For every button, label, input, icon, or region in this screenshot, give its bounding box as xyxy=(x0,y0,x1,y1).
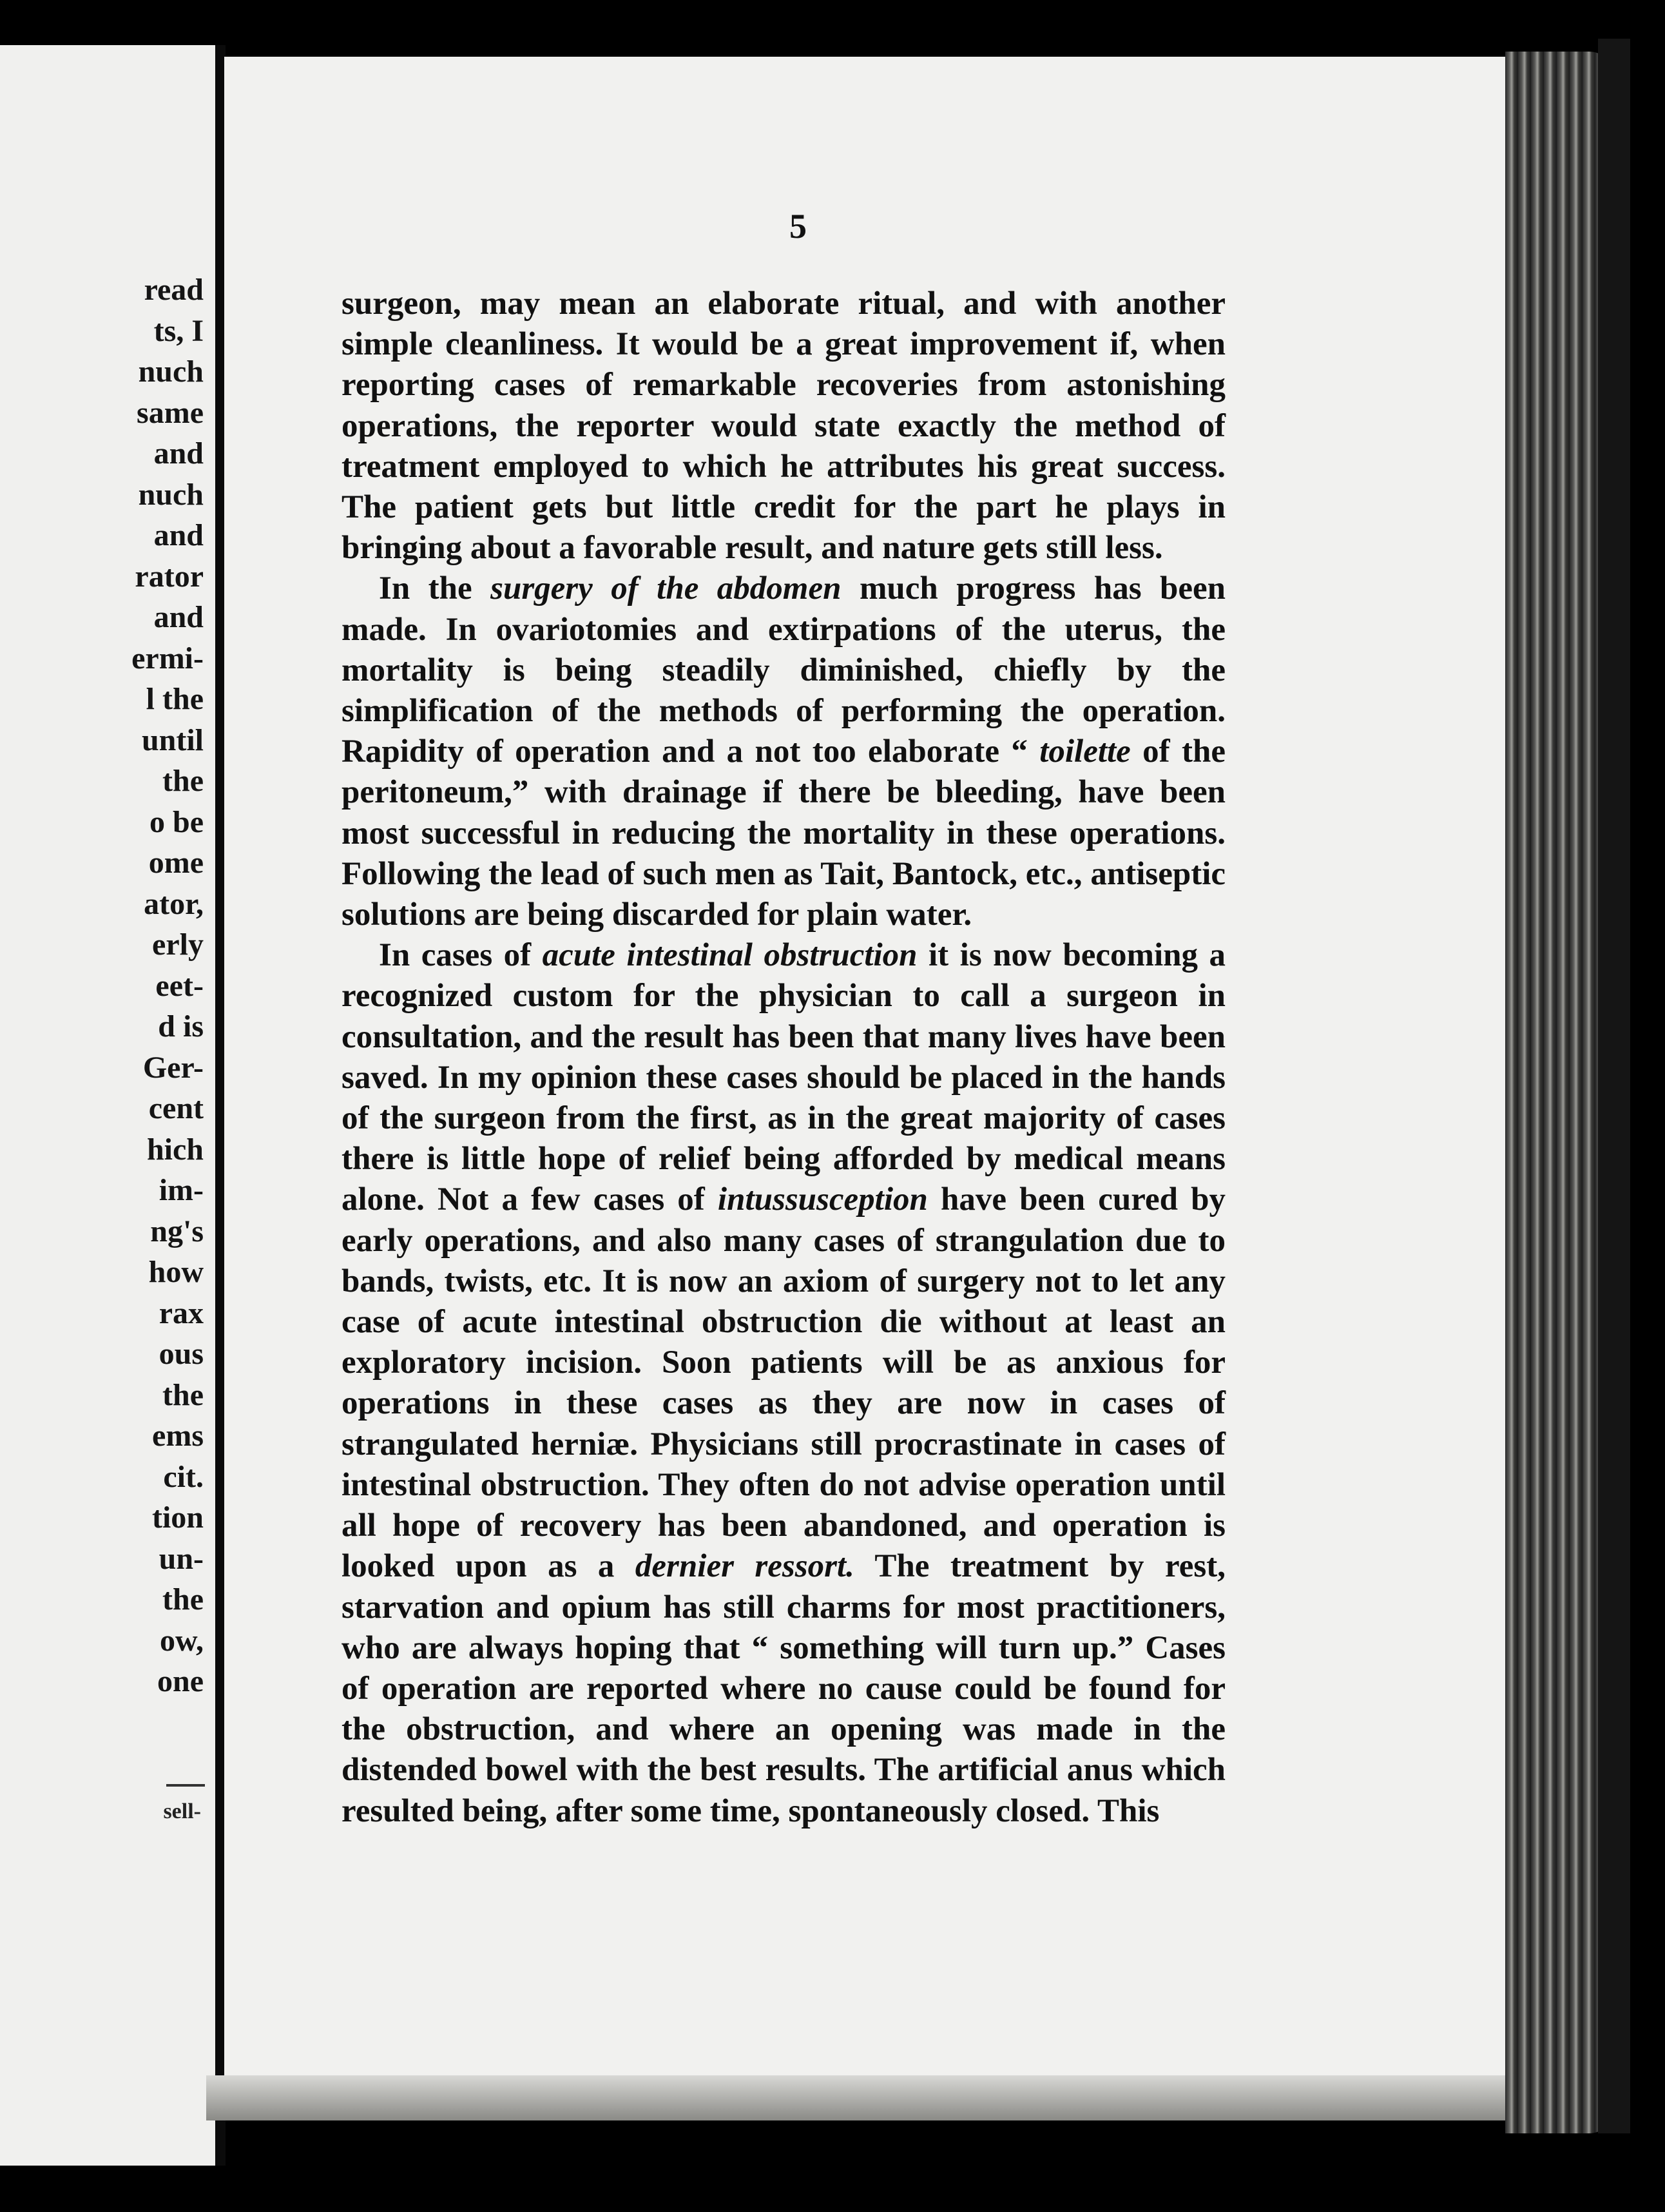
left-footnote-rule xyxy=(166,1784,205,1787)
left-page-line-fragment: ems xyxy=(152,1419,204,1453)
left-page-line-fragment: hich xyxy=(146,1132,204,1167)
left-page-line-fragment: the xyxy=(162,764,204,798)
left-page-line-fragment: eet- xyxy=(155,968,204,1003)
left-page-line-fragment: d is xyxy=(158,1009,204,1043)
left-page-line-fragment: erly xyxy=(152,927,204,962)
italic-term: acute intestinal obstruction xyxy=(542,937,918,974)
page-bottom-edge xyxy=(206,2075,1534,2120)
left-page-line-fragment: and xyxy=(153,600,204,634)
italic-term: toilette xyxy=(1039,733,1131,770)
left-page-line-fragment: ous xyxy=(159,1337,204,1371)
body-text xyxy=(342,284,1226,1832)
italic-term: intussusception xyxy=(717,1181,928,1218)
page-number: 5 xyxy=(789,207,807,246)
left-page-line-fragment: ator, xyxy=(144,886,204,921)
book-cover-edge xyxy=(1598,39,1630,2133)
left-page-line-fragment: Ger- xyxy=(142,1050,204,1085)
left-page-line-fragment: l the xyxy=(146,682,204,716)
left-page-text-fragments xyxy=(131,269,204,1702)
left-page-line-fragment: how xyxy=(148,1255,204,1289)
italic-term: dernier ressort. xyxy=(635,1548,854,1585)
left-page-line-fragment: ome xyxy=(148,846,204,880)
left-page-line-fragment: ermi- xyxy=(131,641,204,675)
text-run: of the peritoneum,” with drainage if there be bleeding, have been most successful in reducing the mortality in these operations. Following the lead of such men as Tait, Bantock, etc., antiseptic solutions are being discarded for plain water. xyxy=(342,733,1226,933)
left-page-line-fragment: the xyxy=(162,1377,204,1412)
left-page-line-fragment: o be xyxy=(149,804,204,839)
left-page-line-fragment: tion xyxy=(151,1500,204,1535)
text-run: In the xyxy=(379,570,491,607)
left-footnote-fragment: sell- xyxy=(163,1800,201,1823)
left-page-line-fragment: and xyxy=(153,436,204,471)
left-page-line-fragment: ts, I xyxy=(153,313,204,348)
left-page-line-fragment: im- xyxy=(159,1173,204,1207)
left-page-line-fragment: rax xyxy=(159,1295,204,1330)
paragraph xyxy=(342,568,1226,935)
left-page-line-fragment: same xyxy=(137,395,204,430)
text-run: In cases of xyxy=(379,937,543,974)
left-page-line-fragment: read xyxy=(144,273,204,307)
left-page-line-fragment: rator xyxy=(135,559,204,594)
left-page-line-fragment: ow, xyxy=(159,1623,204,1658)
paragraph xyxy=(342,935,1226,1831)
text-run: it is now becoming a recognized custom for the physician to call a surgeon in consultation, and the result has been that many lives have been saved. In my opinion these cases should be placed in the hands of the surgeon from the first, as in the great majority of cases there is little hope of relief being afforded by medical means alone. Not a few cases of xyxy=(342,937,1226,1218)
left-page-line-fragment: one xyxy=(157,1664,204,1698)
left-page-line-fragment: un- xyxy=(159,1541,204,1576)
left-page-line-fragment: the xyxy=(162,1582,204,1616)
text-run: The treatment by rest, starvation and opium has still charms for most practitioners, who are always hoping that “ something will turn up.” Cases of operation are reported where no cause could be found for the obstruction, and where an opening was made in the distended bowel with the best results. The artificial anus which resulted being, after some time, spontaneously closed. This xyxy=(342,1548,1226,1829)
left-facing-page xyxy=(0,45,215,2166)
paragraph xyxy=(342,284,1226,568)
italic-term: surgery of the abdomen xyxy=(490,570,842,607)
left-page-line-fragment: nuch xyxy=(138,477,204,512)
left-page-line-fragment: until xyxy=(141,723,204,757)
left-page-line-fragment: and xyxy=(153,518,204,552)
text-run: much progress has been made. In ovariotomies and extirpations of the uterus, the mortality is being steadily diminished, chiefly by the simplification of the methods of performing the operation. Rapidity of operation and a not too elaborate “ xyxy=(342,570,1226,770)
text-run: have been cured by early operations, and also many cases of strangulation due to bands, twists, etc. It is now an axiom of surgery not to let any case of acute intestinal obstruction die without at least an exploratory incision. Soon patients will be as anxious for operations in these cases as they are now in cases of strangulated herniæ. Physicians still procrastinate in cases of intestinal obstruction. They often do not advise operation until all hope of recovery has been abandoned, and operation is looked upon as a xyxy=(342,1181,1226,1585)
left-page-line-fragment: nuch xyxy=(138,354,204,389)
left-page-line-fragment: ng's xyxy=(150,1214,204,1248)
left-page-line-fragment: cent xyxy=(148,1091,204,1125)
text-run: surgeon, may mean an elaborate ritual, and with another simple cleanliness. It would be a great improvement if, when reporting cases of remarkable recoveries from astonishing operations, the reporter would state exactly the method of treatment employed to which he attributes his great success. The patient gets but little credit for the part he plays in bringing about a favorable result, and nature gets still less. xyxy=(342,286,1226,567)
left-page-line-fragment: cit. xyxy=(163,1459,204,1494)
